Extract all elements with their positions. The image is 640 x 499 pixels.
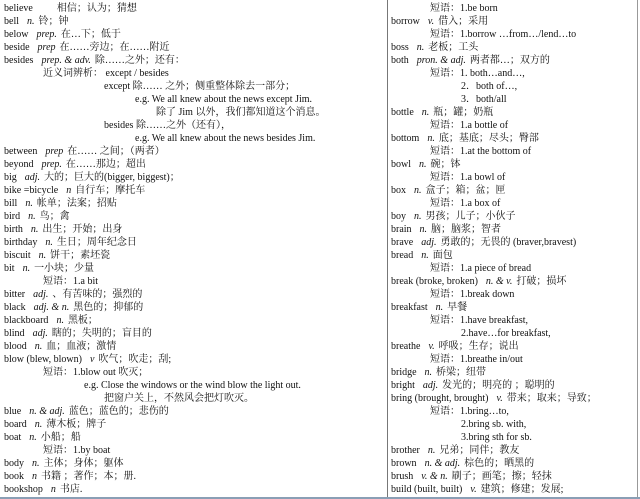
part-of-speech: n. — [34, 419, 43, 430]
headword: bridge — [391, 367, 417, 378]
vocab-entry — [4, 288, 384, 301]
part-of-speech: n — [32, 471, 37, 482]
phrase-line: 短语：1.at the bottom of — [430, 146, 532, 157]
vocab-entry — [4, 340, 384, 353]
note-line: except 除…… 之外；侧重整体除去一部分； — [104, 81, 296, 92]
definition: 蓝色；蓝色的；悲伤的 — [68, 406, 169, 417]
definition: 主体；身体；躯体 — [43, 458, 124, 469]
part-of-speech: n. — [28, 211, 36, 222]
definition: 早餐 — [447, 302, 468, 313]
vocab-entry — [391, 223, 636, 236]
headword: brush — [391, 471, 414, 482]
definition: 帐单；法案；招贴 — [36, 198, 117, 209]
vocab-entry — [391, 457, 636, 470]
part-of-speech: prep. & adv. — [41, 55, 91, 66]
vocab-entry — [391, 366, 636, 379]
definition: 在……那边；超出 — [65, 159, 146, 170]
part-of-speech: n. — [427, 133, 435, 144]
headword: brave — [391, 237, 414, 248]
vocab-entry — [4, 457, 384, 470]
part-of-speech: prep — [37, 42, 56, 53]
part-of-speech: n. — [419, 224, 428, 235]
headword: bit — [4, 263, 15, 274]
right-column — [391, 2, 636, 496]
part-of-speech: n. — [424, 367, 433, 378]
headword: bill — [4, 198, 18, 209]
part-of-speech: n. — [30, 224, 39, 235]
vocab-entry — [4, 15, 384, 28]
vocab-entry — [4, 158, 384, 171]
headword: believe — [4, 3, 33, 14]
phrase-line: 短语：1.a piece of bread — [430, 263, 532, 274]
part-of-speech: adj. — [32, 328, 48, 339]
definition: 脑；脑浆；智者 — [431, 224, 502, 235]
definition: 除……之外；还有： — [94, 55, 185, 66]
part-of-speech: adj. — [24, 172, 41, 183]
vocab-entry — [391, 444, 636, 457]
definition: 老板；工头 — [428, 42, 479, 53]
definition: 面包 — [432, 250, 453, 261]
definition: 带来；取来；导致； — [506, 393, 597, 404]
vocab-entry — [4, 223, 384, 236]
vocab-entry — [391, 301, 636, 314]
headword: besides — [4, 55, 34, 66]
note-line: 3.bring sth for sb. — [461, 432, 532, 443]
definition: 饼干；素坯瓷 — [50, 250, 111, 261]
example-line: e.g. We all knew about the news except Jim. — [135, 94, 313, 105]
definition: 瓶；罐；奶瓶 — [433, 107, 494, 118]
part-of-speech: v. — [428, 341, 435, 352]
headword: birthday — [4, 237, 38, 248]
vocab-entry — [4, 54, 384, 67]
vocab-entry — [391, 379, 636, 392]
phrase-line: 短语：1.a bowl of — [430, 172, 506, 183]
headword: beyond — [4, 159, 34, 170]
definition: 小船；船 — [40, 432, 81, 443]
vocab-entry — [4, 145, 384, 158]
headword: bookshop — [4, 484, 43, 495]
vocab-entry — [391, 41, 636, 54]
headword: bell — [4, 16, 19, 27]
definition: 男孩；儿子；小伙子 — [425, 211, 516, 222]
note-line: 2.bring sb. with, — [461, 419, 527, 430]
headword: build (built, built) — [391, 484, 463, 495]
headword: bottom — [391, 133, 420, 144]
part-of-speech: n. — [419, 159, 427, 170]
headword: breakfast — [391, 302, 428, 313]
headword: big — [4, 172, 17, 183]
part-of-speech: v. — [470, 484, 477, 495]
column-divider — [387, 0, 388, 499]
vocab-entry — [4, 418, 384, 431]
definition: 棕色的；晒黑的 — [464, 458, 535, 469]
phrase-line: 短语：1.borrow …from…/lend…to — [430, 29, 577, 40]
definition: 书籍 ；著作；本；册. — [41, 471, 136, 482]
headword: blow (blew, blown) — [4, 354, 82, 365]
headword: bottle — [391, 107, 414, 118]
part-of-speech: pron. & adj. — [416, 55, 466, 66]
definition: 吹气；吹走；刮; — [98, 354, 172, 365]
example-line: 把窗户关上，不然风会把灯吹灭。 — [104, 393, 254, 404]
phrase-line: 短语：1.be born — [430, 3, 498, 14]
headword: bread — [391, 250, 414, 261]
definition: 黑板； — [67, 315, 98, 326]
part-of-speech: v. — [427, 16, 435, 27]
part-of-speech: prep — [45, 146, 64, 157]
headword: brother — [391, 445, 420, 456]
headword: beside — [4, 42, 30, 53]
vocab-entry — [4, 405, 384, 418]
definition: 书店. — [59, 484, 83, 495]
headword: board — [4, 419, 27, 430]
part-of-speech: n. — [38, 250, 47, 261]
definition: 黑色的；抑郁的 — [73, 302, 144, 313]
vocab-entry — [391, 106, 636, 119]
phrase-line: 短语：1. both…and…, — [430, 68, 525, 79]
part-of-speech: n. & v. — [485, 276, 513, 287]
example-line: e.g. We all knew about the news besides Jim. — [135, 133, 316, 144]
part-of-speech: n. — [416, 42, 425, 53]
definition: 、有苦味的；强烈的 — [52, 289, 143, 300]
part-of-speech: n. — [25, 198, 33, 209]
part-of-speech: n. — [56, 315, 64, 326]
headword: book — [4, 471, 24, 482]
headword: brain — [391, 224, 412, 235]
headword: breathe — [391, 341, 421, 352]
definition: 一小块；少量 — [34, 263, 95, 274]
headword: below — [4, 29, 29, 40]
vocab-entry — [4, 353, 384, 366]
vocab-entry — [391, 15, 636, 28]
phrase-line: 短语：1.a box of — [430, 198, 501, 209]
vocab-entry — [391, 184, 636, 197]
part-of-speech: prep. — [41, 159, 62, 170]
headword: brown — [391, 458, 417, 469]
part-of-speech: n. — [34, 341, 43, 352]
headword: blue — [4, 406, 22, 417]
definition: 呼吸；生存；说出 — [438, 341, 519, 352]
headword: box — [391, 185, 406, 196]
part-of-speech: adj. & n. — [33, 302, 70, 313]
part-of-speech: adj. — [421, 237, 437, 248]
part-of-speech: n. — [427, 445, 436, 456]
definition: 自行车；摩托车 — [75, 185, 146, 196]
part-of-speech: n. — [22, 263, 31, 274]
vocab-entry — [4, 314, 384, 327]
part-of-speech: n. — [29, 432, 37, 443]
note-line: 2.have…for breakfast, — [461, 328, 551, 339]
definition: 打破；损坏 — [516, 276, 567, 287]
part-of-speech: n — [50, 484, 56, 495]
phrase-line: 短语：1.have breakfast, — [430, 315, 529, 326]
vocab-entry — [4, 41, 384, 54]
headword: bitter — [4, 289, 26, 300]
phrase-line: 短语：1.blow out 吹灭； — [43, 367, 149, 378]
definition: 在…… 之间；（两者） — [67, 146, 165, 157]
phrase-line: 短语：1.a bottle of — [430, 120, 509, 131]
definition: 大的；巨大的(bigger, biggest)； — [44, 172, 180, 183]
vocab-entry — [4, 327, 384, 340]
vocab-entry — [391, 158, 636, 171]
phrase-line: 短语：1.breathe in/out — [430, 354, 523, 365]
phrase-line: 短语：1.bring…to, — [430, 406, 509, 417]
part-of-speech: v. — [496, 393, 503, 404]
definition: 底；基底；尽头；臀部 — [438, 133, 539, 144]
part-of-speech: n. — [32, 458, 40, 469]
part-of-speech: adj. — [33, 289, 49, 300]
headword: boat — [4, 432, 22, 443]
left-column — [4, 2, 384, 496]
part-of-speech: adj. — [422, 380, 439, 391]
definition: 在…下；低于 — [60, 29, 121, 40]
headword: biscuit — [4, 250, 31, 261]
vocab-entry — [4, 236, 384, 249]
definition: 在……旁边；在……附近 — [59, 42, 170, 53]
vocab-entry — [4, 197, 384, 210]
note-line: 3．both/all — [461, 94, 507, 105]
headword: blood — [4, 341, 27, 352]
definition: 两者都…；双方的 — [469, 55, 550, 66]
note-line: 2．both of…, — [461, 81, 518, 92]
headword: borrow — [391, 16, 420, 27]
vocab-entry — [4, 301, 384, 314]
headword: break (broke, broken) — [391, 276, 478, 287]
vocab-entry — [391, 483, 636, 496]
part-of-speech: prep. — [36, 29, 57, 40]
vocab-entry — [391, 210, 636, 223]
headword: bring (brought, brought) — [391, 393, 489, 404]
example-line: 除了 Jim 以外，我们都知道这个消息。 — [156, 107, 326, 118]
vocab-entry — [4, 28, 384, 41]
part-of-speech: v. & n. — [421, 471, 448, 482]
headword: bowl — [391, 159, 411, 170]
definition: 出生；开始；出身 — [42, 224, 123, 235]
vocab-entry — [4, 171, 384, 184]
definition: 建筑；修建；发展; — [480, 484, 564, 495]
part-of-speech: v — [89, 354, 95, 365]
definition: 兄弟；同伴；教友 — [439, 445, 520, 456]
part-of-speech: n. & adj. — [29, 406, 65, 417]
definition: 相信；认为；猜想 — [56, 3, 137, 14]
definition: 刷子；画笔；擦；轻抹 — [451, 471, 552, 482]
vocab-entry — [391, 470, 636, 483]
vocab-entry — [391, 132, 636, 145]
vocab-entry — [4, 210, 384, 223]
definition: 鸟；禽 — [39, 211, 70, 222]
definition: 血；血液；激情 — [46, 341, 117, 352]
headword: boy — [391, 211, 406, 222]
vocab-entry — [4, 184, 384, 197]
headword: between — [4, 146, 38, 157]
headword: both — [391, 55, 409, 66]
definition: 生日；周年纪念日 — [56, 237, 137, 248]
vocab-entry — [391, 249, 636, 262]
vocab-entry — [4, 483, 384, 496]
part-of-speech: n. — [45, 237, 53, 248]
part-of-speech: n. & adj. — [424, 458, 461, 469]
definition: 碗；钵 — [430, 159, 461, 170]
part-of-speech: n — [66, 185, 72, 196]
note-line: besides 除……之外（还有）， — [104, 120, 231, 131]
definition: 发光的；明亮的 ；聪明的 — [442, 380, 555, 391]
page-border-right — [637, 0, 638, 499]
definition: 薄木板；牌子 — [46, 419, 107, 430]
part-of-speech: n. — [414, 211, 422, 222]
part-of-speech: n. — [435, 302, 444, 313]
vocab-entry — [391, 392, 636, 405]
headword: bright — [391, 380, 415, 391]
phrase-line: 短语：1.by boat — [43, 445, 111, 456]
vocab-entry — [391, 236, 636, 249]
part-of-speech: n. — [421, 250, 429, 261]
note-line: 近义词辨析： except / besides — [43, 68, 169, 79]
definition: 瞎的；失明的；盲目的 — [51, 328, 152, 339]
headword: blackboard — [4, 315, 49, 326]
headword: body — [4, 458, 24, 469]
phrase-line: 短语：1.a bit — [43, 276, 98, 287]
vocab-entry — [391, 54, 636, 67]
vocab-entry — [4, 431, 384, 444]
definition: 勇敢的；无畏的 (braver,bravest) — [440, 237, 577, 248]
headword: boss — [391, 42, 409, 53]
definition: 桥梁；纽带 — [436, 367, 487, 378]
vocab-entry — [4, 249, 384, 262]
headword: blind — [4, 328, 25, 339]
part-of-speech: n. — [27, 16, 35, 27]
vocab-entry — [391, 340, 636, 353]
headword: bike =bicycle — [4, 185, 59, 196]
part-of-speech: n. — [421, 107, 430, 118]
definition: 铃；钟 — [38, 16, 69, 27]
vocab-entry — [4, 470, 384, 483]
headword: birth — [4, 224, 23, 235]
vocab-entry — [391, 275, 636, 288]
headword: black — [4, 302, 26, 313]
vocab-entry — [4, 2, 384, 15]
phrase-line: 短语：1.break down — [430, 289, 515, 300]
example-line: e.g. Close the windows or the wind blow the light out. — [84, 380, 301, 391]
vocab-entry — [4, 262, 384, 275]
definition: 借入；采用 — [438, 16, 489, 27]
definition: 盒子；箱；盆；匣 — [425, 185, 506, 196]
part-of-speech: n. — [414, 185, 422, 196]
headword: bird — [4, 211, 21, 222]
